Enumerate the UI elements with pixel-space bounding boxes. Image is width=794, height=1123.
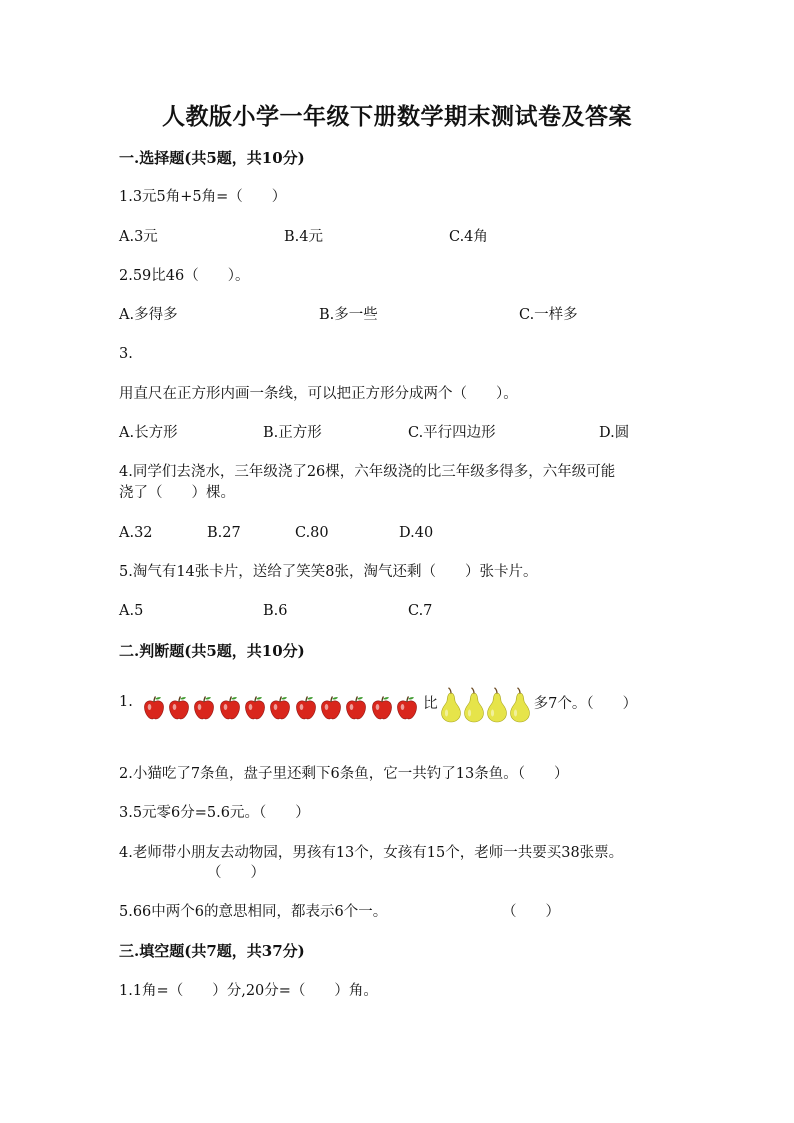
comparison-word: 比 (423, 695, 438, 712)
apple-icon (244, 695, 266, 721)
option-a: A.多得多 (119, 307, 178, 323)
pear-icon (509, 687, 531, 723)
option-a: A.32 (119, 525, 153, 541)
option-a: A.3元 (119, 229, 158, 245)
question-text: 4.老师带小朋友去动物园，男孩有13个，女孩有15个，老师一共要买38张票。 (119, 845, 624, 861)
apple-icon (269, 695, 291, 721)
apple-icon (143, 695, 165, 721)
question-text: 用直尺在正方形内画一条线，可以把正方形分成两个（ ）。 (119, 386, 518, 402)
answer-paren: （ ） (502, 904, 560, 920)
section-heading-fill: 三.填空题(共7题，共37分) (119, 942, 305, 960)
option-b: B.27 (207, 525, 241, 541)
apple-icon (219, 695, 241, 721)
question-text: 5.66中两个6的意思相同，都表示6个一。 (119, 904, 388, 920)
pear-icon (486, 687, 508, 723)
option-d: D.圆 (599, 425, 630, 441)
option-c: C.平行四边形 (408, 425, 496, 441)
option-b: B.多一些 (319, 307, 378, 323)
option-a: A.5 (119, 603, 144, 619)
option-b: B.正方形 (263, 425, 322, 441)
question-number: 1. (119, 694, 133, 710)
option-c: C.4角 (449, 229, 488, 245)
pear-icon (440, 687, 462, 723)
option-b: B.6 (263, 603, 288, 619)
option-c: C.一样多 (519, 307, 578, 323)
question-text: 2.小猫吃了7条鱼，盘子里还剩下6条鱼，它一共钓了13条鱼。（ ） (119, 766, 569, 782)
option-c: C.80 (295, 525, 329, 541)
question-text: 1.3元5角+5角=（ ） (119, 189, 287, 205)
question-text: 4.同学们去浇水，三年级浇了26棵，六年级浇的比三年级多得多，六年级可能 (119, 464, 616, 480)
answer-paren: （ ） (207, 865, 265, 881)
apple-icon (371, 695, 393, 721)
question-tail: 多7个。（ ） (533, 695, 638, 712)
apple-icon (168, 695, 190, 721)
apple-icon (345, 695, 367, 721)
option-d: D.40 (399, 525, 434, 541)
pear-icon (463, 687, 485, 723)
section-heading-judge: 二.判断题(共5题，共10分) (119, 642, 305, 660)
fruit-comparison-row (119, 682, 637, 722)
question-text: 5.淘气有14张卡片，送给了笑笑8张，淘气还剩（ ）张卡片。 (119, 564, 538, 580)
option-b: B.4元 (284, 229, 323, 245)
apple-icon (396, 695, 418, 721)
question-text-continued: 浇了（ ）棵。 (119, 485, 235, 501)
apple-group (143, 695, 421, 721)
option-a: A.长方形 (119, 425, 178, 441)
question-number: 3. (119, 346, 133, 362)
page-title: 人教版小学一年级下册数学期末测试卷及答案 (162, 103, 632, 130)
option-c: C.7 (408, 603, 433, 619)
apple-icon (295, 695, 317, 721)
section-heading-choice: 一.选择题(共5题，共10分) (119, 149, 305, 167)
pear-group (440, 687, 532, 723)
apple-icon (320, 695, 342, 721)
question-text: 2.59比46（ ）。 (119, 268, 250, 284)
question-text: 3.5元零6分=5.6元。（ ） (119, 805, 310, 821)
apple-icon (193, 695, 215, 721)
question-text: 1.1角=（ ）分,20分=（ ）角。 (119, 983, 378, 999)
